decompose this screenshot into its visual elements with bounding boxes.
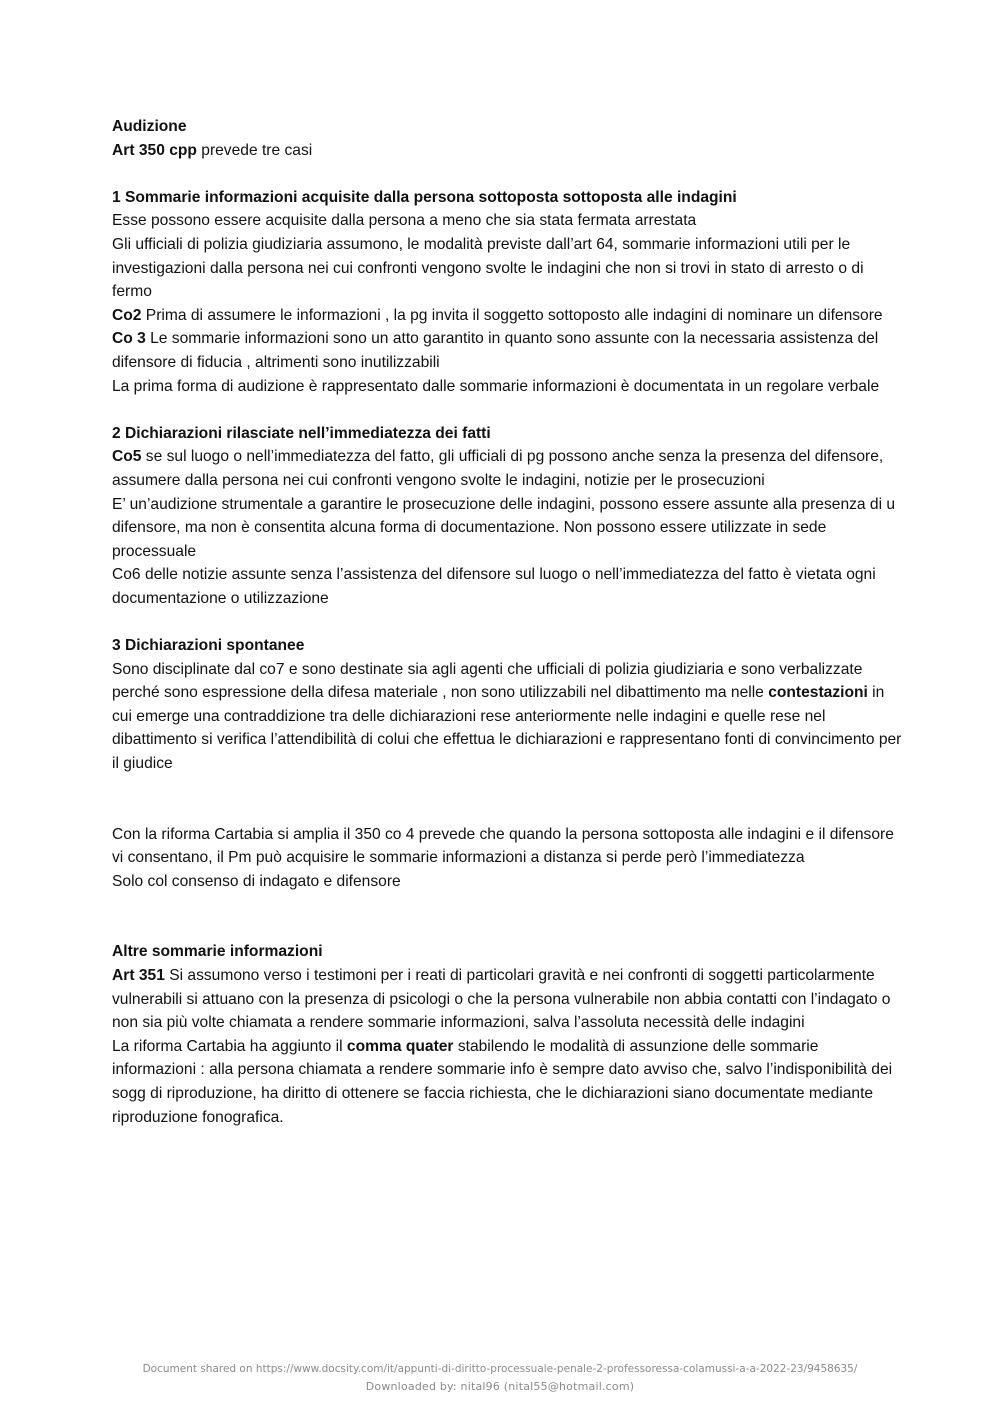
document-heading: Audizione bbox=[112, 118, 187, 135]
section-4-title: Altre sommarie informazioni bbox=[112, 943, 323, 961]
art351-text: Si assumono verso i testimoni per i reati di particolari gravità e nei confronti di soggetti particolarmente vulnerabili si attuano con la presenza di psicologi o che la persona vulnerabile non abbia contatti con l’indagato o non sia più volte chiamata a rendere sommarie informazioni, salva l’assoluta necessità delle indagini bbox=[112, 967, 891, 1032]
section-2-title: 2 Dichiarazioni rilasciate nell’immediatezza dei fatti bbox=[112, 424, 491, 442]
section-1-title: 1 Sommarie informazioni acquisite dalla persona sottoposta sottoposta alle indagini bbox=[112, 188, 737, 206]
section-4-text: La riforma Cartabia ha aggiunto il bbox=[112, 1037, 347, 1055]
section-1-co2 bbox=[112, 304, 902, 328]
section-3-title: 3 Dichiarazioni spontanee bbox=[112, 637, 305, 655]
section-4-text: stabilendo le modalità di assunzione delle sommarie informazioni : alla persona chiamata a rendere sommarie info è sempre dato avviso che, salvo l’indisponibilità dei sogg di riproduzione, ha diritto di ottenere se faccia richiesta, che le dichiarazioni siano documentate mediante riproduzione fonografica. bbox=[112, 1037, 893, 1126]
contestazioni-term: contestazioni bbox=[768, 684, 868, 702]
section-4-art351 bbox=[112, 964, 902, 1035]
section-1-paragraph: La prima forma di audizione è rappresentato dalle sommarie informazioni è documentata in un regolare verbale bbox=[112, 377, 880, 395]
section-1-paragraph: Gli ufficiali di polizia giudiziaria assumono, le modalità previste dall’art 64, sommarie informazioni utili per le investigazioni dalla persona nei cui confronti vengono svolte le indagini che non si trovi in stato di arresto o di fermo bbox=[112, 235, 864, 301]
section-3-text: in cui emerge una contraddizione tra delle dichiarazioni rese anteriormente nelle indagini e quelle rese nel dibattimento si verifica l’attendibilità di colui che effettua le dichiarazioni e rappresentano fonti di convincimento per il giudice bbox=[112, 684, 902, 773]
art351-label: Art 351 bbox=[112, 967, 165, 984]
document-body bbox=[112, 115, 902, 1129]
spacer bbox=[112, 776, 902, 823]
co5-label: Co5 bbox=[112, 448, 142, 466]
section-2-paragraph: Co6 delle notizie assunte senza l’assistenza del difensore sul luogo o nell’immediatezza del fatto è vietata ogni documentazione o utilizzazione bbox=[112, 566, 876, 607]
cartabia-paragraph: Con la riforma Cartabia si amplia il 350 co 4 prevede che quando la persona sottoposta alle indagini e il difensore vi consentano, il Pm può acquisire le sommarie informazioni a distanza si perde però l’immediatezza bbox=[112, 825, 894, 867]
co2-text: Prima di assumere le informazioni , la pg invita il soggetto sottoposto alle indagini di nominare un difensore bbox=[141, 306, 883, 324]
co3-text: Le sommarie informazioni sono un atto garantito in quanto sono assunte con la necessaria assistenza del difensore di fiducia , altrimenti sono inutilizzabili bbox=[112, 330, 879, 371]
spacer bbox=[112, 610, 902, 634]
section-4-paragraph bbox=[112, 1035, 902, 1129]
co3-label: Co 3 bbox=[112, 330, 146, 348]
footer-downloaded-by: Downloaded by: nital96 (nital55@hotmail.com) bbox=[365, 1380, 635, 1393]
section-2-co5 bbox=[112, 445, 902, 492]
section-3-text: Sono disciplinate dal co7 e sono destinate sia agli agenti che ufficiali di polizia giudiziaria e sono verbalizzate perché sono espressione della difesa materiale , non sono utilizzabili nel dibattimento ma nelle bbox=[112, 660, 863, 702]
section-1-co3 bbox=[112, 327, 902, 374]
spacer bbox=[112, 398, 902, 422]
co2-label: Co2 bbox=[112, 306, 142, 324]
spacer bbox=[112, 893, 902, 940]
co5-text: se sul luogo o nell’immediatezza del fatto, gli ufficiali di pg possono anche senza la presenza del difensore, assumere dalla persona nei cui confronti vengono svolte le indagini, notizie per le prosecuzioni bbox=[112, 448, 884, 489]
intro-article: Art 350 cpp bbox=[112, 141, 197, 159]
intro-line bbox=[112, 139, 902, 163]
section-2-paragraph: E’ un’audizione strumentale a garantire le prosecuzione delle indagini, possono essere assunte alla presenza di u difensore, ma non è consentita alcuna forma di documentazione. Non possono essere utilizzate in sede processuale bbox=[112, 495, 896, 560]
section-1-paragraph: Esse possono essere acquisite dalla persona a meno che sia stata fermata arrestata bbox=[112, 212, 697, 230]
spacer bbox=[112, 162, 902, 186]
cartabia-paragraph: Solo col consenso di indagato e difensore bbox=[112, 872, 401, 890]
comma-quater-term: comma quater bbox=[346, 1037, 454, 1055]
intro-text: prevede tre casi bbox=[196, 141, 313, 159]
section-3-paragraph bbox=[112, 658, 902, 776]
footer-shared-link[interactable]: Document shared on https://www.docsity.com/it/appunti-di-diritto-processuale-penale-2-professoressa-colamussi-a-a-2022-23/9458635/ bbox=[142, 1363, 858, 1375]
